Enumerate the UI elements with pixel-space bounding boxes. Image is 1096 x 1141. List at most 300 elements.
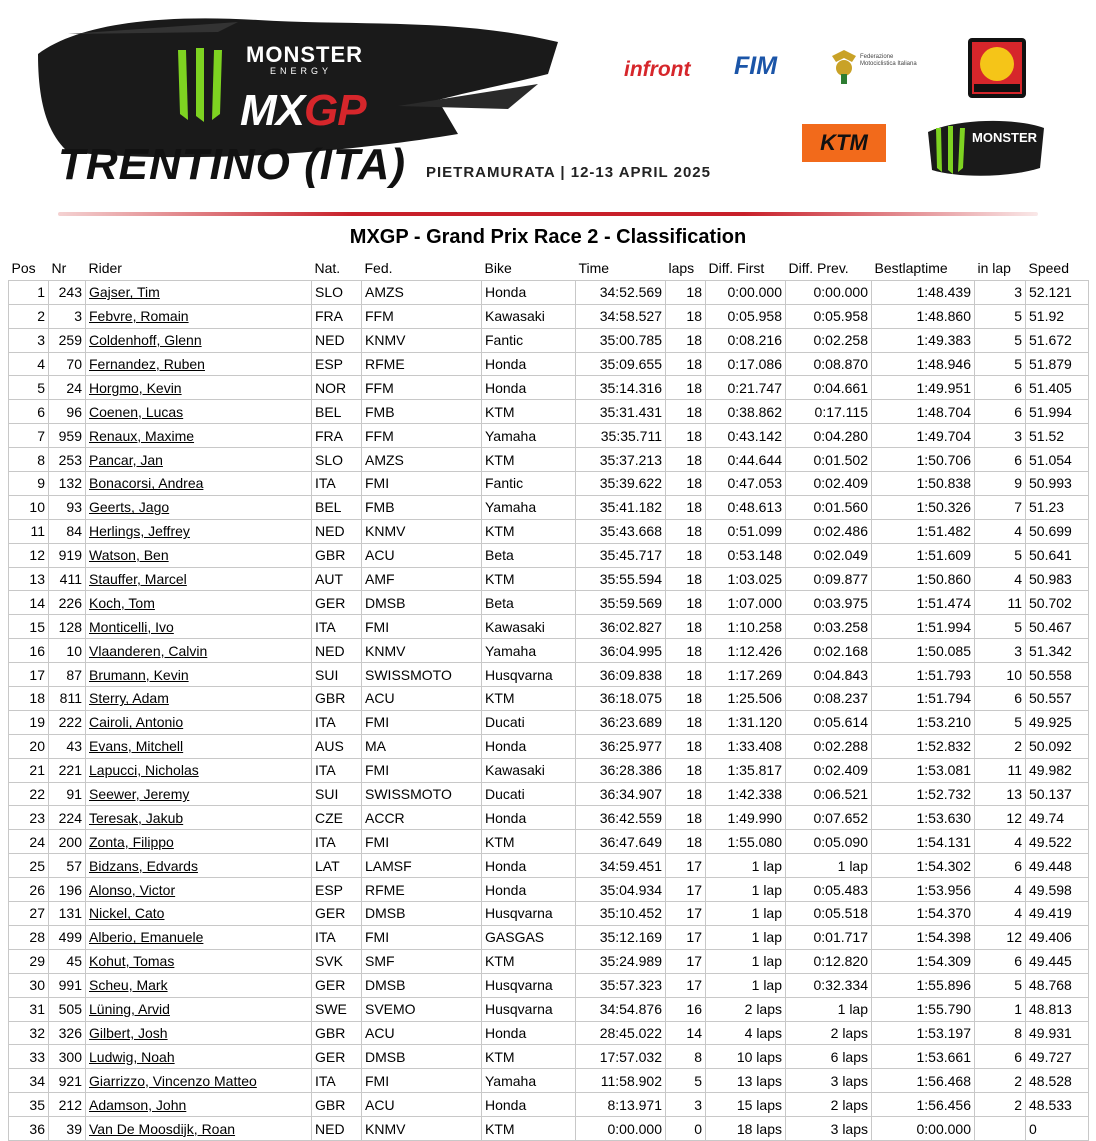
rider-link[interactable]: Giarrizzo, Vincenzo Matteo [89, 1072, 257, 1089]
table-row [9, 663, 1089, 687]
rider-link[interactable]: Koch, Tom [89, 594, 155, 611]
cell-speed: 0 [1026, 1117, 1089, 1141]
cell-in-lap: 2 [975, 1093, 1026, 1117]
cell-time: 35:31.431 [576, 400, 666, 424]
rider-link[interactable]: Alberio, Emanuele [89, 929, 204, 946]
cell-time: 35:09.655 [576, 352, 666, 376]
cell-time: 11:58.902 [576, 1069, 666, 1093]
cell-nat: ITA [312, 1069, 362, 1093]
cell-diff-first: 0:38.862 [706, 400, 786, 424]
cell-diff-first: 2 laps [706, 997, 786, 1021]
cell-nat: FRA [312, 304, 362, 328]
cell-diff-prev: 2 laps [786, 1093, 872, 1117]
rider-link[interactable]: Vlaanderen, Calvin [89, 642, 208, 659]
cell-fed: AMZS [362, 448, 482, 472]
table-row [9, 878, 1089, 902]
cell-laps: 18 [666, 376, 706, 400]
cell-rider[interactable] [86, 304, 312, 328]
cell-diff-prev: 0:02.258 [786, 328, 872, 352]
cell-diff-prev: 0:03.258 [786, 615, 872, 639]
cell-rider[interactable] [86, 591, 312, 615]
cell-rider[interactable] [86, 472, 312, 496]
cell-bestlaptime: 1:56.468 [872, 1069, 975, 1093]
table-row [9, 1093, 1089, 1117]
rider-link[interactable]: Sterry, Adam [89, 690, 169, 707]
event-title: TRENTINO (ITA) [58, 140, 407, 189]
cell-rider[interactable] [86, 830, 312, 854]
cell-bestlaptime: 1:53.081 [872, 758, 975, 782]
cell-bike: KTM [482, 448, 576, 472]
cell-nat: NED [312, 639, 362, 663]
cell-in-lap: 6 [975, 1045, 1026, 1069]
cell-rider[interactable] [86, 710, 312, 734]
cell-laps: 18 [666, 639, 706, 663]
rider-link[interactable]: Brumann, Kevin [89, 666, 189, 683]
cell-in-lap: 5 [975, 615, 1026, 639]
cell-diff-first: 1:55.080 [706, 830, 786, 854]
cell-diff-prev: 0:01.502 [786, 448, 872, 472]
rider-link[interactable]: Evans, Mitchell [89, 738, 184, 755]
cell-in-lap: 6 [975, 854, 1026, 878]
cell-nat: FRA [312, 424, 362, 448]
rider-link[interactable]: Lüning, Arvid [89, 1001, 170, 1018]
cell-bike: KTM [482, 1045, 576, 1069]
cell-rider[interactable] [86, 782, 312, 806]
cell-speed: 50.699 [1026, 519, 1089, 543]
cell-pos: 30 [9, 973, 49, 997]
fmi-logo-text: Federazione Motociclistica Italiana [860, 54, 917, 67]
cell-rider[interactable] [86, 639, 312, 663]
cell-diff-first: 1:10.258 [706, 615, 786, 639]
cell-diff-prev: 0:03.975 [786, 591, 872, 615]
cell-diff-prev: 6 laps [786, 1045, 872, 1069]
cell-nr: 326 [49, 1021, 86, 1045]
table-row [9, 1117, 1089, 1141]
cell-nat: SWE [312, 997, 362, 1021]
rider-link[interactable]: Cairoli, Antonio [89, 714, 184, 731]
results-table [8, 257, 1089, 1141]
cell-in-lap: 4 [975, 878, 1026, 902]
cell-in-lap: 12 [975, 925, 1026, 949]
cell-pos: 7 [9, 424, 49, 448]
cell-speed: 49.419 [1026, 902, 1089, 926]
cell-rider[interactable] [86, 854, 312, 878]
table-row [9, 543, 1089, 567]
cell-rider[interactable] [86, 1069, 312, 1093]
table-row [9, 1045, 1089, 1069]
cell-rider[interactable] [86, 806, 312, 830]
cell-pos: 1 [9, 280, 49, 304]
rider-link[interactable]: Zonta, Filippo [89, 833, 174, 850]
table-row [9, 615, 1089, 639]
cell-rider[interactable] [86, 758, 312, 782]
cell-time: 34:52.569 [576, 280, 666, 304]
cell-laps: 18 [666, 663, 706, 687]
cell-pos: 8 [9, 448, 49, 472]
fmi-logo [830, 46, 920, 86]
cell-diff-prev: 0:02.486 [786, 519, 872, 543]
cell-laps: 18 [666, 519, 706, 543]
cell-pos: 31 [9, 997, 49, 1021]
cell-rider[interactable] [86, 1093, 312, 1117]
cell-speed: 50.092 [1026, 734, 1089, 758]
cell-bike: Husqvarna [482, 973, 576, 997]
cell-nat: SUI [312, 782, 362, 806]
cell-pos: 17 [9, 663, 49, 687]
cell-diff-prev: 0:08.237 [786, 687, 872, 711]
cell-speed: 48.768 [1026, 973, 1089, 997]
cell-time: 8:13.971 [576, 1093, 666, 1117]
cell-speed: 49.448 [1026, 854, 1089, 878]
cell-bestlaptime: 1:48.946 [872, 352, 975, 376]
cell-laps: 18 [666, 830, 706, 854]
cell-pos: 36 [9, 1117, 49, 1141]
cell-fed: FMI [362, 925, 482, 949]
cell-rider[interactable] [86, 973, 312, 997]
cell-bestlaptime: 1:49.704 [872, 424, 975, 448]
cell-time: 35:24.989 [576, 949, 666, 973]
cell-diff-prev: 0:05.958 [786, 304, 872, 328]
cell-laps: 18 [666, 448, 706, 472]
cell-in-lap: 11 [975, 758, 1026, 782]
cell-in-lap: 1 [975, 997, 1026, 1021]
cell-nat: SUI [312, 663, 362, 687]
cell-speed: 49.522 [1026, 830, 1089, 854]
cell-diff-first: 1:17.269 [706, 663, 786, 687]
cell-pos: 13 [9, 567, 49, 591]
rider-link[interactable]: Fernandez, Ruben [89, 356, 205, 372]
cell-diff-first: 1 lap [706, 878, 786, 902]
cell-diff-prev: 0:07.652 [786, 806, 872, 830]
rider-link[interactable]: Bonacorsi, Andrea [89, 475, 204, 492]
cell-speed: 51.994 [1026, 400, 1089, 424]
cell-nat: GER [312, 1045, 362, 1069]
cell-speed: 51.672 [1026, 328, 1089, 352]
cell-rider[interactable] [86, 687, 312, 711]
cell-laps: 18 [666, 782, 706, 806]
cell-pos: 28 [9, 925, 49, 949]
cell-nr: 499 [49, 925, 86, 949]
cell-rider[interactable] [86, 949, 312, 973]
cell-pos: 35 [9, 1093, 49, 1117]
col-nat: Nat. [312, 257, 362, 280]
cell-bestlaptime: 1:51.793 [872, 663, 975, 687]
cell-in-lap: 5 [975, 304, 1026, 328]
cell-diff-prev: 0:02.409 [786, 758, 872, 782]
cell-bike: GASGAS [482, 925, 576, 949]
cell-fed: FFM [362, 304, 482, 328]
cell-bike: Yamaha [482, 639, 576, 663]
cell-rider[interactable] [86, 519, 312, 543]
cell-fed: AMZS [362, 280, 482, 304]
rider-link[interactable]: Nickel, Cato [89, 905, 165, 922]
cell-pos: 29 [9, 949, 49, 973]
cell-rider[interactable] [86, 663, 312, 687]
rider-link[interactable]: Teresak, Jakub [89, 809, 184, 826]
cell-diff-first: 10 laps [706, 1045, 786, 1069]
cell-laps: 8 [666, 1045, 706, 1069]
cell-rider[interactable] [86, 1045, 312, 1069]
cell-nat: ITA [312, 830, 362, 854]
cell-in-lap: 5 [975, 352, 1026, 376]
monster-badge-text: MONSTER [972, 130, 1037, 145]
cell-rider[interactable] [86, 997, 312, 1021]
cell-bike: Kawasaki [482, 304, 576, 328]
cell-nr: 43 [49, 734, 86, 758]
cell-laps: 18 [666, 472, 706, 496]
cell-bestlaptime: 1:48.860 [872, 304, 975, 328]
rider-link[interactable]: Scheu, Mark [89, 977, 168, 994]
cell-bike: Honda [482, 352, 576, 376]
rider-link[interactable]: Bidzans, Edvards [89, 857, 198, 874]
cell-speed: 49.982 [1026, 758, 1089, 782]
cell-laps: 17 [666, 878, 706, 902]
cell-laps: 18 [666, 591, 706, 615]
cell-fed: SWISSMOTO [362, 663, 482, 687]
monster-energy-logo [928, 118, 1044, 178]
rider-link[interactable]: Alonso, Victor [89, 881, 176, 898]
cell-bestlaptime: 1:49.951 [872, 376, 975, 400]
table-header-row [9, 257, 1089, 280]
rider-link[interactable]: Gilbert, Josh [89, 1024, 168, 1041]
cell-rider[interactable] [86, 352, 312, 376]
rider-link[interactable]: Geerts, Jago [89, 499, 170, 516]
rider-link[interactable]: Lapucci, Nicholas [89, 762, 199, 779]
rider-link[interactable]: Stauffer, Marcel [89, 571, 187, 588]
cell-bike: Yamaha [482, 1069, 576, 1093]
cell-nat: NED [312, 328, 362, 352]
cell-nr: 411 [49, 567, 86, 591]
cell-speed: 49.931 [1026, 1021, 1089, 1045]
cell-nr: 221 [49, 758, 86, 782]
cell-bike: Husqvarna [482, 997, 576, 1021]
cell-diff-prev: 0:04.843 [786, 663, 872, 687]
cell-time: 35:55.594 [576, 567, 666, 591]
cell-diff-first: 15 laps [706, 1093, 786, 1117]
cell-laps: 17 [666, 925, 706, 949]
cell-in-lap: 6 [975, 448, 1026, 472]
cell-time: 35:35.711 [576, 424, 666, 448]
cell-nat: ITA [312, 925, 362, 949]
cell-in-lap: 4 [975, 902, 1026, 926]
cell-pos: 25 [9, 854, 49, 878]
table-row [9, 352, 1089, 376]
cell-nr: 70 [49, 352, 86, 376]
cell-in-lap: 7 [975, 495, 1026, 519]
cell-bike: KTM [482, 519, 576, 543]
cell-laps: 18 [666, 567, 706, 591]
cell-nr: 24 [49, 376, 86, 400]
cell-nat: BEL [312, 400, 362, 424]
cell-speed: 51.342 [1026, 639, 1089, 663]
cell-time: 36:09.838 [576, 663, 666, 687]
cell-time: 36:25.977 [576, 734, 666, 758]
cell-speed: 50.983 [1026, 567, 1089, 591]
rider-link[interactable]: Horgmo, Kevin [89, 379, 182, 396]
cell-in-lap: 6 [975, 687, 1026, 711]
cell-pos: 27 [9, 902, 49, 926]
table-row [9, 1069, 1089, 1093]
rider-link[interactable]: Seewer, Jeremy [89, 786, 190, 803]
cell-bike: KTM [482, 1117, 576, 1141]
cell-in-lap: 12 [975, 806, 1026, 830]
table-row [9, 973, 1089, 997]
cell-time: 35:59.569 [576, 591, 666, 615]
cell-rider[interactable] [86, 543, 312, 567]
cell-rider[interactable] [86, 925, 312, 949]
cell-bike: Honda [482, 734, 576, 758]
cell-fed: ACU [362, 1021, 482, 1045]
table-row [9, 448, 1089, 472]
cell-pos: 26 [9, 878, 49, 902]
col-nr: Nr [49, 257, 86, 280]
rider-link[interactable]: Coenen, Lucas [89, 403, 184, 420]
rider-link[interactable]: Renaux, Maxime [89, 427, 195, 444]
cell-bestlaptime: 1:50.085 [872, 639, 975, 663]
cell-pos: 19 [9, 710, 49, 734]
cell-diff-prev: 0:09.877 [786, 567, 872, 591]
cell-diff-prev: 3 laps [786, 1069, 872, 1093]
cell-fed: KNMV [362, 639, 482, 663]
cell-rider[interactable] [86, 328, 312, 352]
cell-speed: 50.557 [1026, 687, 1089, 711]
col-pos: Pos [9, 257, 49, 280]
rider-link[interactable]: Herlings, Jeffrey [89, 523, 190, 540]
cell-nr: 991 [49, 973, 86, 997]
cell-rider[interactable] [86, 280, 312, 304]
cell-bike: Beta [482, 543, 576, 567]
rider-link[interactable]: Adamson, John [89, 1096, 187, 1113]
cell-bike: Honda [482, 280, 576, 304]
cell-in-lap: 5 [975, 543, 1026, 567]
cell-rider[interactable] [86, 1021, 312, 1045]
table-row [9, 400, 1089, 424]
cell-laps: 18 [666, 495, 706, 519]
cell-fed: KNMV [362, 328, 482, 352]
cell-bestlaptime: 1:54.309 [872, 949, 975, 973]
cell-rider[interactable] [86, 734, 312, 758]
cell-pos: 22 [9, 782, 49, 806]
table-row [9, 1021, 1089, 1045]
cell-laps: 0 [666, 1117, 706, 1141]
cell-fed: FMI [362, 472, 482, 496]
rider-link[interactable]: Febvre, Romain [89, 308, 189, 325]
cell-bestlaptime: 1:53.956 [872, 878, 975, 902]
cell-laps: 18 [666, 615, 706, 639]
cell-nat: GBR [312, 687, 362, 711]
cell-speed: 48.528 [1026, 1069, 1089, 1093]
cell-pos: 12 [9, 543, 49, 567]
cell-in-lap: 4 [975, 567, 1026, 591]
cell-fed: ACU [362, 1093, 482, 1117]
cell-diff-first: 0:47.053 [706, 472, 786, 496]
rider-link[interactable]: Coldenhoff, Glenn [89, 332, 202, 349]
cell-speed: 50.137 [1026, 782, 1089, 806]
table-row [9, 854, 1089, 878]
cell-nat: SLO [312, 280, 362, 304]
rider-link[interactable]: Pancar, Jan [89, 451, 163, 468]
cell-bike: Yamaha [482, 495, 576, 519]
cell-laps: 17 [666, 902, 706, 926]
cell-pos: 20 [9, 734, 49, 758]
cell-laps: 5 [666, 1069, 706, 1093]
table-row [9, 734, 1089, 758]
cell-rider[interactable] [86, 424, 312, 448]
rider-link[interactable]: Kohut, Tomas [89, 953, 175, 970]
rider-link[interactable]: Watson, Ben [89, 547, 169, 564]
cell-diff-first: 0:17.086 [706, 352, 786, 376]
cell-diff-prev: 0:02.288 [786, 734, 872, 758]
cell-diff-first: 4 laps [706, 1021, 786, 1045]
cell-diff-prev: 0:02.409 [786, 472, 872, 496]
cell-fed: ACCR [362, 806, 482, 830]
infront-logo: infront [624, 58, 691, 81]
cell-rider[interactable] [86, 1117, 312, 1141]
cell-nat: NED [312, 1117, 362, 1141]
trentino-club-logo [968, 38, 1026, 98]
cell-speed: 51.23 [1026, 495, 1089, 519]
cell-speed: 49.727 [1026, 1045, 1089, 1069]
cell-bike: Honda [482, 854, 576, 878]
cell-diff-prev: 0:02.049 [786, 543, 872, 567]
cell-diff-first: 1 lap [706, 973, 786, 997]
cell-diff-prev: 0:01.560 [786, 495, 872, 519]
cell-nr: 45 [49, 949, 86, 973]
cell-rider[interactable] [86, 376, 312, 400]
cell-fed: KNMV [362, 1117, 482, 1141]
cell-laps: 18 [666, 543, 706, 567]
cell-laps: 18 [666, 710, 706, 734]
rider-link[interactable]: Monticelli, Ivo [89, 618, 174, 635]
cell-bike: Husqvarna [482, 902, 576, 926]
rider-link[interactable]: Gajser, Tim [89, 284, 160, 301]
cell-nat: SVK [312, 949, 362, 973]
cell-pos: 5 [9, 376, 49, 400]
cell-fed: FFM [362, 376, 482, 400]
cell-bestlaptime: 1:54.302 [872, 854, 975, 878]
cell-pos: 2 [9, 304, 49, 328]
cell-rider[interactable] [86, 878, 312, 902]
cell-time: 36:02.827 [576, 615, 666, 639]
cell-diff-prev: 0:01.717 [786, 925, 872, 949]
cell-in-lap: 11 [975, 591, 1026, 615]
cell-rider[interactable] [86, 615, 312, 639]
cell-rider[interactable] [86, 567, 312, 591]
cell-speed: 48.813 [1026, 997, 1089, 1021]
cell-nr: 87 [49, 663, 86, 687]
cell-rider[interactable] [86, 495, 312, 519]
cell-nr: 224 [49, 806, 86, 830]
cell-rider[interactable] [86, 400, 312, 424]
rider-link[interactable]: Ludwig, Noah [89, 1048, 175, 1065]
table-row [9, 710, 1089, 734]
rider-link[interactable]: Van De Moosdijk, Roan [89, 1120, 236, 1137]
cell-rider[interactable] [86, 902, 312, 926]
cell-nr: 196 [49, 878, 86, 902]
table-row [9, 902, 1089, 926]
cell-laps: 17 [666, 949, 706, 973]
cell-bike: Ducati [482, 782, 576, 806]
cell-rider[interactable] [86, 448, 312, 472]
cell-diff-first: 0:43.142 [706, 424, 786, 448]
cell-nat: CZE [312, 806, 362, 830]
cell-bestlaptime: 1:52.732 [872, 782, 975, 806]
cell-pos: 14 [9, 591, 49, 615]
cell-bestlaptime: 1:55.790 [872, 997, 975, 1021]
cell-diff-first: 1:07.000 [706, 591, 786, 615]
monster-wordmark: MONSTER [246, 42, 363, 67]
cell-speed: 49.74 [1026, 806, 1089, 830]
